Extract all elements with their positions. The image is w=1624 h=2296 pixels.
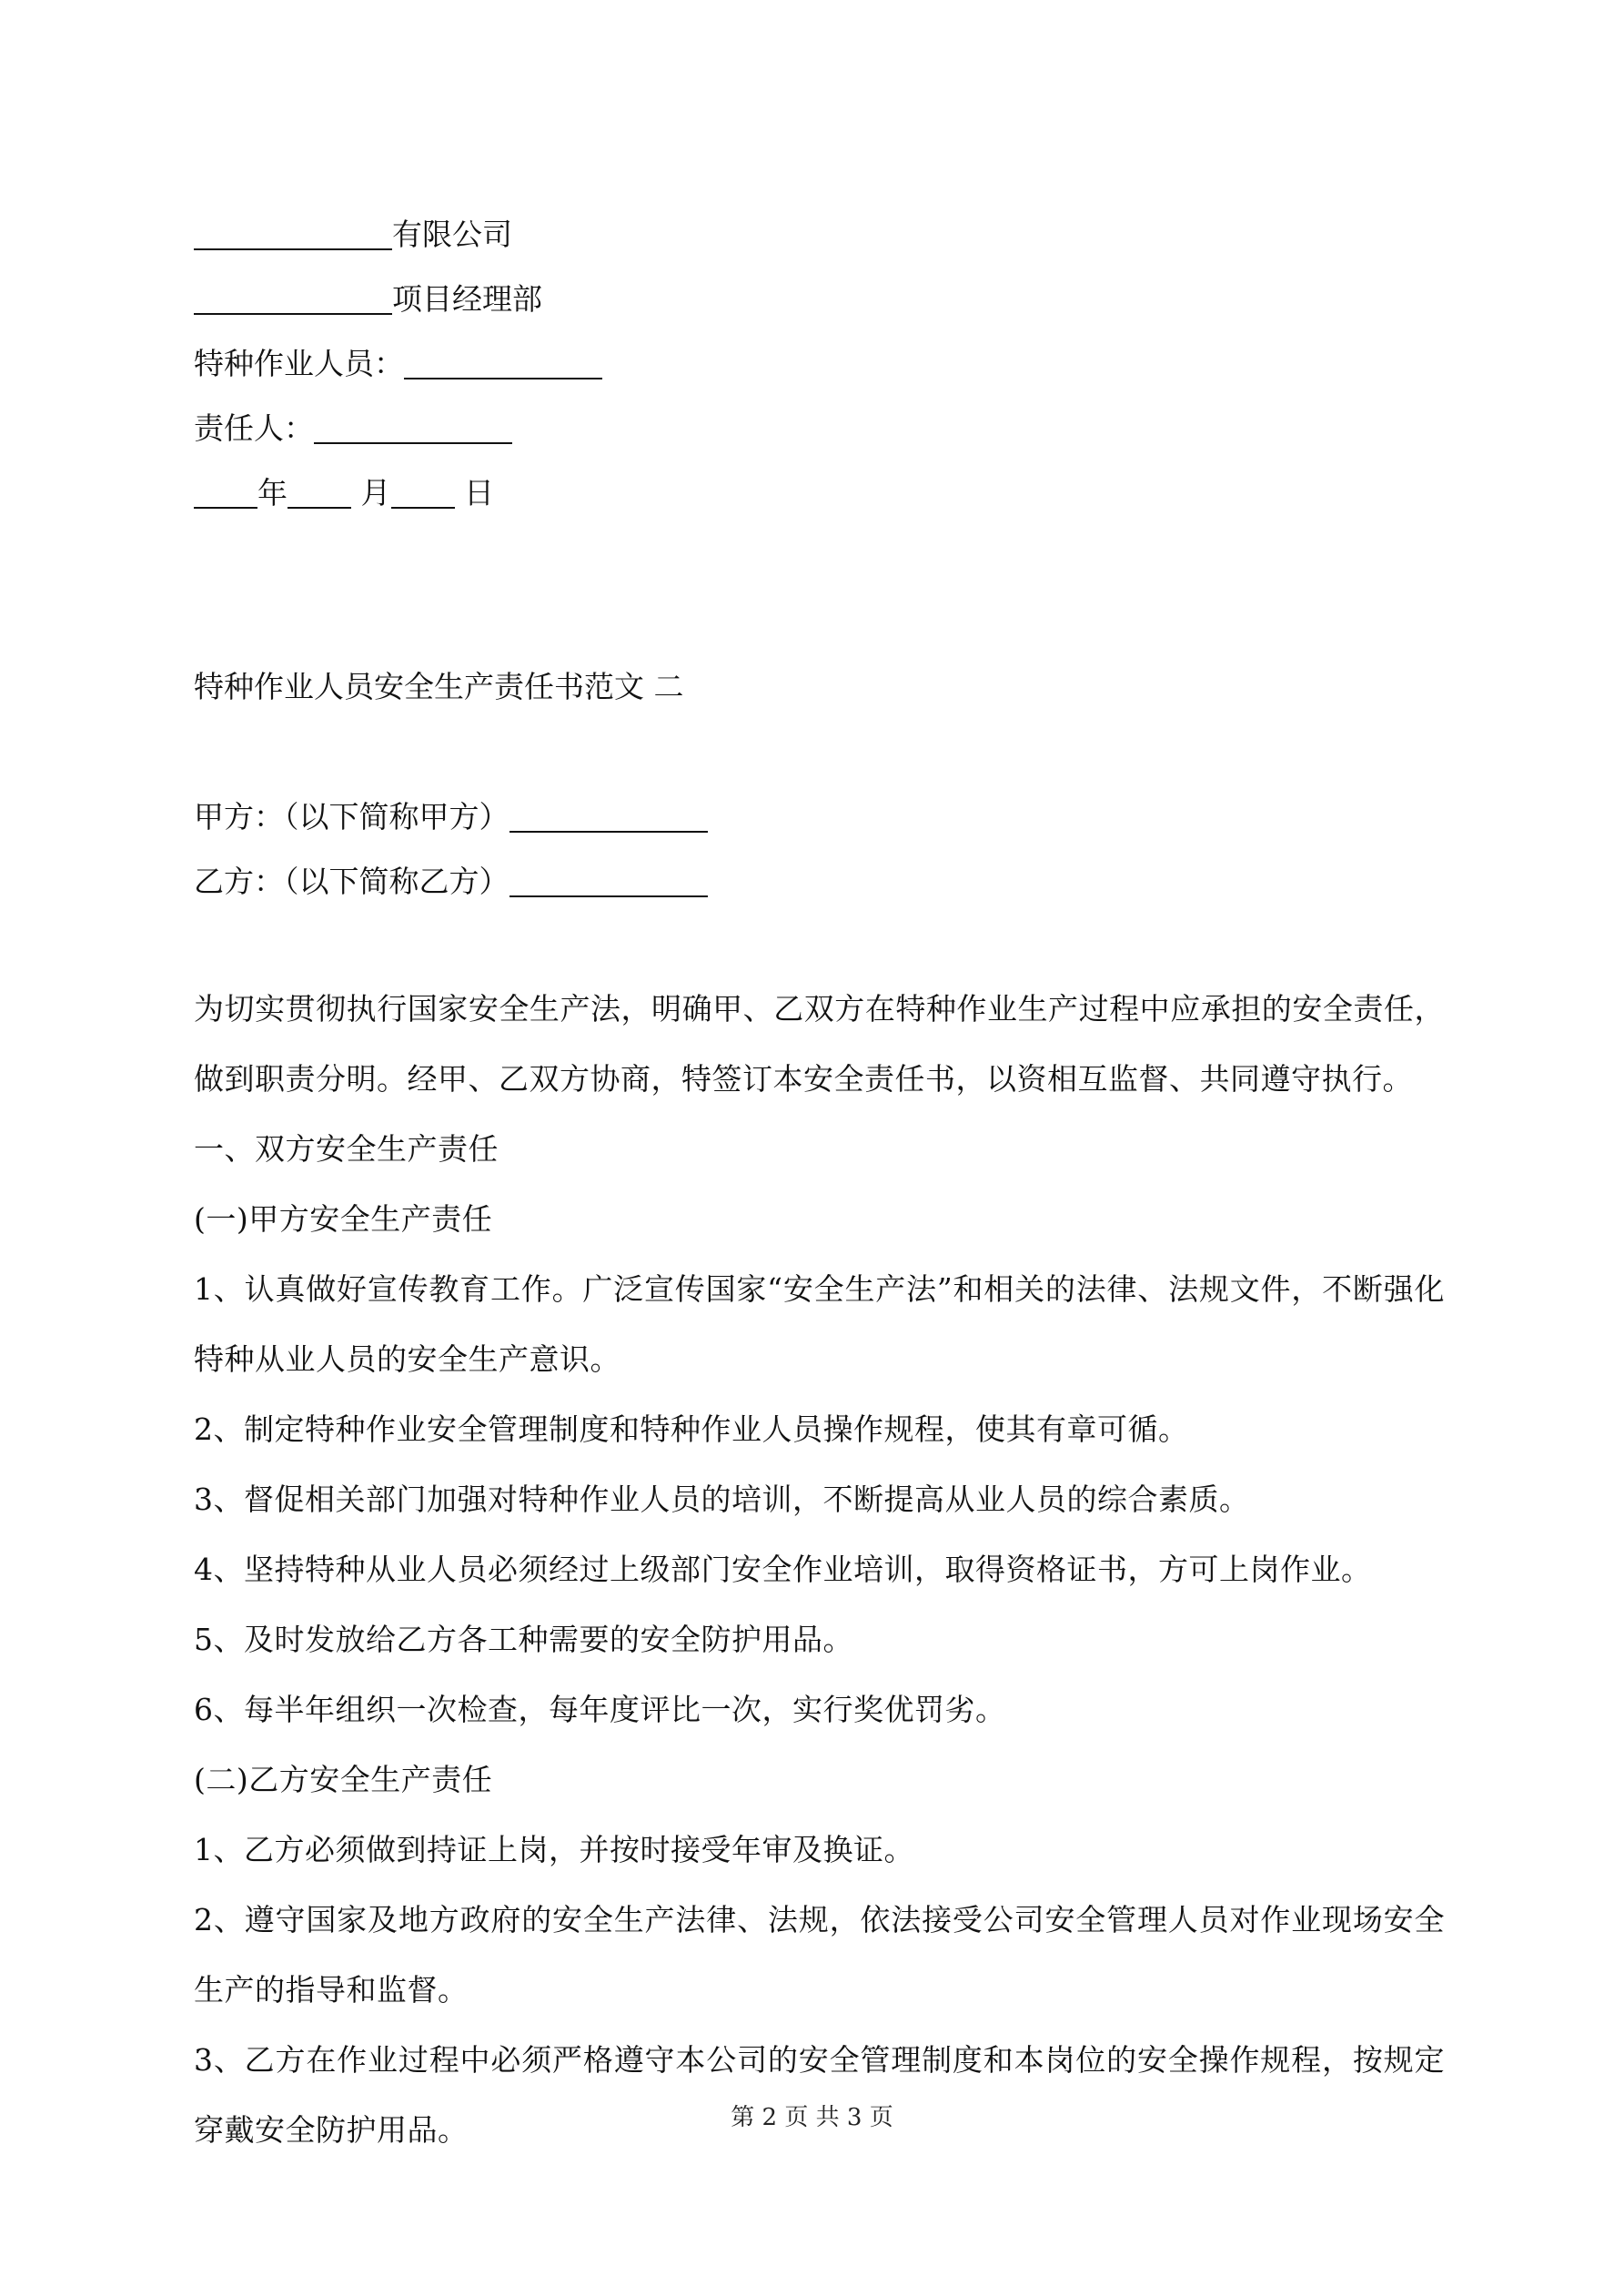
year-blank (194, 478, 257, 509)
list-item: 3、乙方在作业过程中必须严格遵守本公司的安全管理制度和本岗位的安全操作规程，按规定穿戴安全防护用品。 (194, 2042, 1445, 2148)
list-item: 5、及时发放给乙方各工种需要的安全防护用品。 (194, 1622, 853, 1657)
month-label: 月 (360, 475, 391, 511)
responsible-label: 责任人： (194, 410, 314, 446)
list-item: 3、督促相关部门加强对特种作业人员的培训，不断提高从业人员的综合素质。 (194, 1482, 1250, 1517)
special-worker-line (194, 331, 1445, 396)
section-1a-heading: (一)甲方安全生产责任 (194, 1201, 493, 1237)
section-1-heading: 一、双方安全生产责任 (194, 1131, 499, 1167)
list-item: 2、制定特种作业安全管理制度和特种作业人员操作规程，使其有章可循。 (194, 1411, 1189, 1447)
responsible-line (194, 396, 1445, 460)
date-line (194, 460, 1445, 525)
document-body (194, 202, 1445, 2165)
day-blank (391, 478, 455, 509)
department-suffix: 项目经理部 (392, 281, 542, 317)
list-item: 1、认真做好宣传教育工作。广泛宣传国家“安全生产法”和相关的法律、法规文件，不断强化特种从业人员的安全生产意识。 (194, 1271, 1445, 1377)
month-blank (287, 478, 351, 509)
company-name-blank (194, 219, 392, 250)
department-line (194, 267, 1445, 331)
party-a-line (194, 784, 1445, 849)
list-item: 4、坚持特种从业人员必须经过上级部门安全作业培训，取得资格证书，方可上岗作业。 (194, 1552, 1372, 1587)
party-b-blank (509, 866, 708, 897)
section-1b-heading: (二)乙方安全生产责任 (194, 1762, 493, 1797)
year-label: 年 (257, 475, 287, 511)
day-label: 日 (464, 475, 494, 511)
company-line (194, 202, 1445, 267)
document-title: 特种作业人员安全生产责任书范文 二 (194, 669, 684, 704)
party-a-blank (509, 802, 708, 833)
responsible-blank (314, 413, 512, 444)
intro-paragraph: 为切实贯彻执行国家安全生产法，明确甲、乙双方在特种作业生产过程中应承担的安全责任，做到职责分明。经甲、乙双方协商，特签订本安全责任书，以资相互监督、共同遵守执行。 (194, 991, 1445, 1097)
party-a-label: 甲方：（以下简称甲方） (194, 799, 509, 834)
list-item: 1、乙方必须做到持证上岗，并按时接受年审及换证。 (194, 1832, 914, 1867)
department-name-blank (194, 284, 392, 315)
party-b-line (194, 849, 1445, 914)
list-item: 6、每半年组织一次检查，每年度评比一次，实行奖优罚劣。 (194, 1692, 1006, 1727)
company-suffix: 有限公司 (392, 217, 512, 252)
special-worker-blank (404, 349, 602, 379)
list-item: 2、遵守国家及地方政府的安全生产法律、法规，依法接受公司安全管理人员对作业现场安全生产的指导和监督。 (194, 1902, 1445, 2008)
page-footer: 第 2 页 共 3 页 (731, 2104, 893, 2131)
party-b-label: 乙方：（以下简称乙方） (194, 864, 509, 899)
special-worker-label: 特种作业人员： (194, 346, 404, 381)
